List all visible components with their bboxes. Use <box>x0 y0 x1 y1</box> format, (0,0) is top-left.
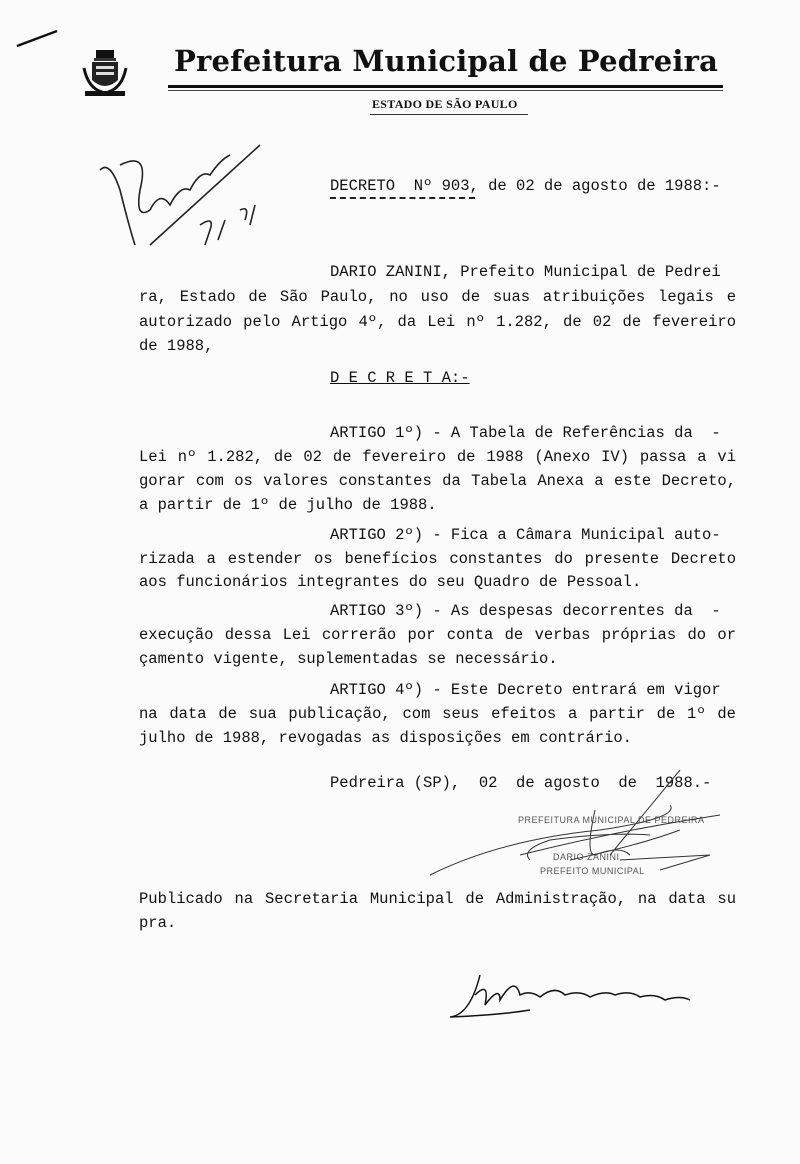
article-1-line: ARTIGO 1º) - A Tabela de Referências da - <box>330 424 721 442</box>
preamble-line: DARIO ZANINI, Prefeito Municipal de Pedrei <box>330 263 721 281</box>
article-3-line: çamento vigente, suplementadas se necessário. <box>139 650 558 668</box>
header-rule <box>168 85 723 88</box>
article-3-line: execução dessa Lei correrão por conta de verbas próprias do or <box>139 626 736 644</box>
article-1-line: gorar com os valores constantes da Tabela Anexa a este Decreto, <box>139 472 736 490</box>
stamp-line: PREFEITURA MUNICIPAL DE PEDREIRA <box>518 815 705 825</box>
article-4-line: na data de sua publicação, com seus efeitos a partir de 1º de <box>139 705 736 723</box>
header-rule-thin <box>168 90 723 91</box>
article-4-line: ARTIGO 4º) - Este Decreto entrará em vigor <box>330 681 721 699</box>
article-1-line: a partir de 1º de julho de 1988. <box>139 496 437 514</box>
secretary-signature <box>440 955 710 1025</box>
state-subtitle: ESTADO DE SÃO PAULO <box>372 97 518 111</box>
article-4-line: julho de 1988, revogadas as disposições em contrário. <box>139 729 632 747</box>
place-date: Pedreira (SP), 02 de agosto de 1988.- <box>330 774 712 792</box>
page-title: Prefeitura Municipal de Pedreira <box>174 44 719 78</box>
decreta-heading: D E C R E T A:- <box>330 369 470 387</box>
preamble-line: ra, Estado de São Paulo, no uso de suas atribuições legais e <box>139 288 736 306</box>
preamble-line: autorizado pelo Artigo 4º, da Lei nº 1.282, de 02 de fevereiro <box>139 313 736 331</box>
stamp-line: DARIO ZANINI <box>553 852 620 862</box>
corner-pen-mark <box>15 28 60 50</box>
coat-of-arms-icon <box>82 48 128 98</box>
article-1-line: Lei nº 1.282, de 02 de fevereiro de 1988 (Anexo IV) passa a vi <box>139 448 736 466</box>
mayor-signature <box>420 760 750 890</box>
publication-line: pra. <box>139 914 177 932</box>
article-3-line: ARTIGO 3º) - As despesas decorrentes da - <box>330 602 721 620</box>
publication-line: Publicado na Secretaria Municipal de Administração, na data su <box>139 890 736 908</box>
state-underline <box>370 114 528 115</box>
article-2-line: ARTIGO 2º) - Fica a Câmara Municipal auto- <box>330 526 721 544</box>
heading-dashed-underline <box>330 197 475 199</box>
stamp-line: PREFEITO MUNICIPAL <box>540 866 645 876</box>
decree-heading: DECRETO Nº 903, de 02 de agosto de 1988:- <box>330 177 721 195</box>
article-2-line: rizada a estender os benefícios constantes do presente Decreto <box>139 550 736 568</box>
preamble-line: de 1988, <box>139 337 214 355</box>
article-2-line: aos funcionários integrantes do seu Quadro de Pessoal. <box>139 573 642 591</box>
handwritten-note-plenario <box>90 130 270 260</box>
